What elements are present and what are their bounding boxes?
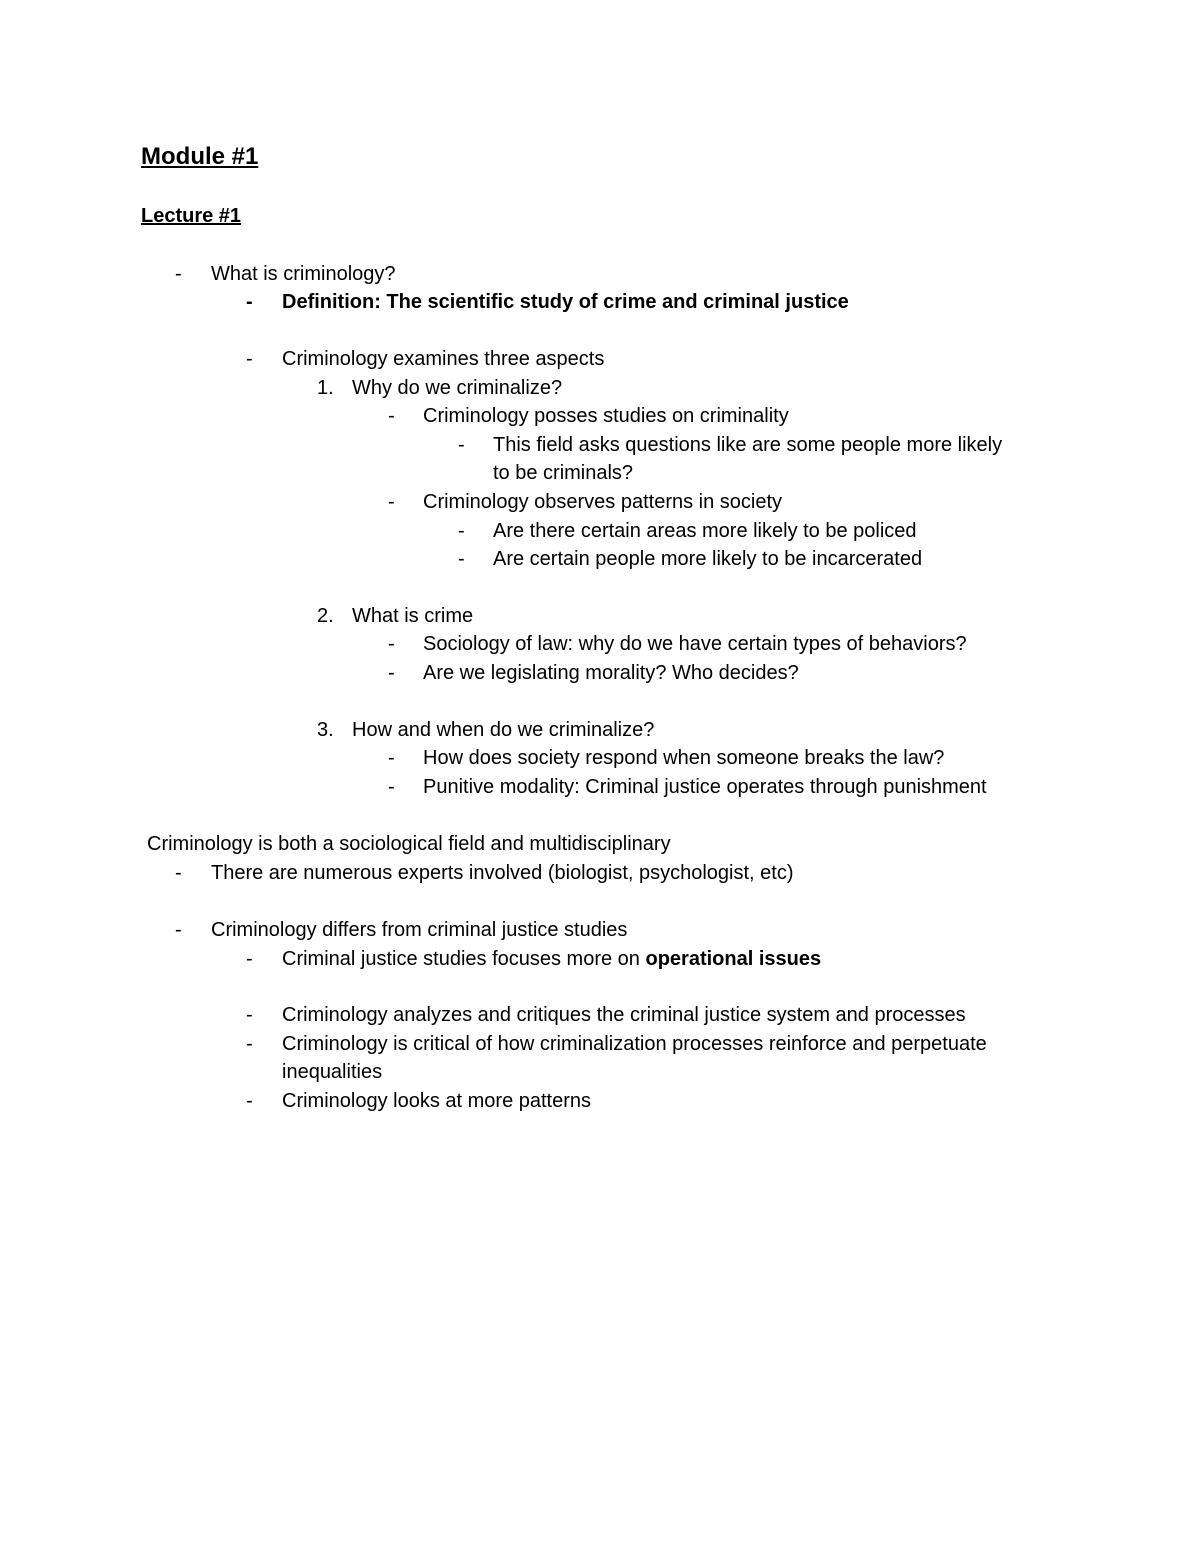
bullet-marker: - [175, 263, 182, 285]
definition-item: Definition: The scientific study of crime and criminal justice [282, 291, 849, 313]
bullet-marker: - [246, 348, 253, 370]
list-item: There are numerous experts involved (biologist, psychologist, etc) [211, 862, 794, 884]
page-title: Module #1 [141, 143, 259, 170]
list-item: This field asks questions like are some people more likely [493, 434, 1003, 456]
numbered-item: What is crime [352, 605, 474, 627]
bullet-marker: - [246, 1004, 253, 1026]
list-item: Are certain people more likely to be incarcerated [493, 548, 923, 570]
list-item: Criminology analyzes and critiques the criminal justice system and processes [282, 1004, 966, 1026]
list-item-continued: inequalities [282, 1061, 383, 1083]
bullet-marker: - [458, 548, 465, 570]
numbered-marker: 3. [317, 719, 334, 741]
bullet-marker: - [246, 1033, 253, 1055]
list-item: Criminology posses studies on criminality [423, 405, 789, 427]
list-item: What is criminology? [211, 263, 396, 285]
list-item-text: Criminal justice studies focuses more on [282, 948, 646, 970]
list-item: How does society respond when someone breaks the law? [423, 747, 945, 769]
bullet-marker: - [246, 948, 253, 970]
bullet-marker: - [458, 520, 465, 542]
bullet-marker: - [388, 776, 395, 798]
bullet-marker: - [388, 747, 395, 769]
bullet-marker: - [388, 633, 395, 655]
list-item: Criminology is critical of how criminalization processes reinforce and perpetuate [282, 1033, 987, 1055]
list-item: Criminology differs from criminal justice studies [211, 919, 628, 941]
numbered-item: Why do we criminalize? [352, 377, 563, 399]
numbered-marker: 1. [317, 377, 334, 399]
bullet-marker: - [388, 662, 395, 684]
paragraph: Criminology is both a sociological field and multidisciplinary [147, 833, 671, 855]
bullet-marker: - [175, 862, 182, 884]
lecture-heading: Lecture #1 [141, 205, 242, 227]
bullet-marker: - [246, 291, 253, 313]
bullet-marker: - [175, 919, 182, 941]
numbered-item: How and when do we criminalize? [352, 719, 655, 741]
bullet-marker: - [246, 1090, 253, 1112]
list-item: Are we legislating morality? Who decides? [423, 662, 799, 684]
list-item [282, 945, 821, 973]
list-item: Are there certain areas more likely to be policed [493, 520, 917, 542]
list-item: Criminology examines three aspects [282, 348, 605, 370]
bullet-marker: - [458, 434, 465, 456]
bullet-marker: - [388, 491, 395, 513]
numbered-marker: 2. [317, 605, 334, 627]
list-item: Punitive modality: Criminal justice operates through punishment [423, 776, 987, 798]
emphasis-text: operational issues [645, 948, 822, 970]
bullet-marker: - [388, 405, 395, 427]
list-item: Sociology of law: why do we have certain types of behaviors? [423, 633, 967, 655]
list-item: Criminology looks at more patterns [282, 1090, 592, 1112]
list-item: Criminology observes patterns in society [423, 491, 783, 513]
list-item-continued: to be criminals? [493, 462, 634, 484]
